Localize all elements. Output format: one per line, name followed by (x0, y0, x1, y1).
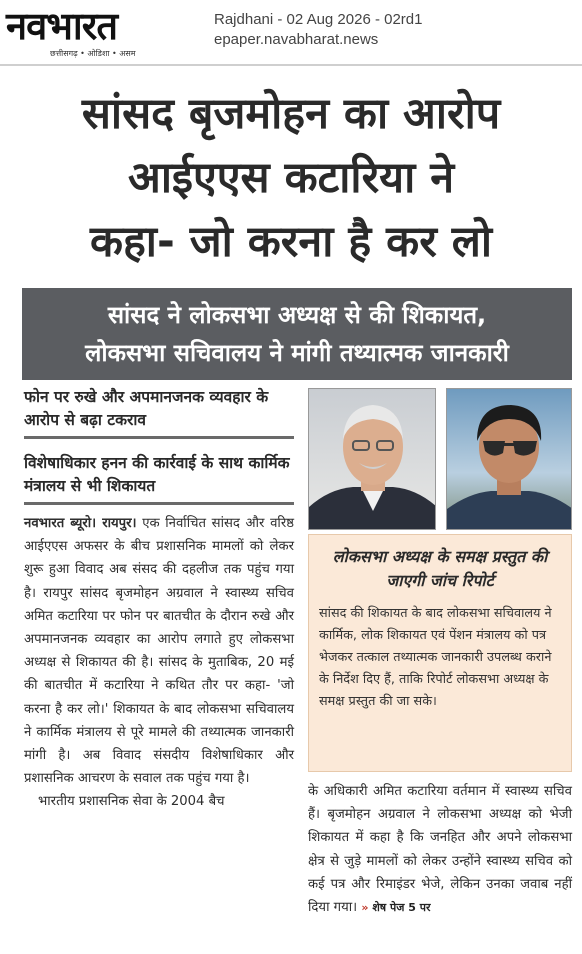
newspaper-logo (6, 4, 198, 62)
edition-info (214, 10, 422, 50)
kicker-1: फोन पर रुखे और अपमानजनक व्यवहार के आरोप से बढ़ा टकराव (24, 386, 294, 439)
kicker-2: विशेषाधिकार हनन की कार्रवाई के साथ कार्मिक मंत्रालय से भी शिकायत (24, 452, 294, 505)
photo-kataria (446, 388, 572, 530)
story-paragraph-2: भारतीय प्रशासनिक सेवा के 2004 बैच (38, 794, 225, 810)
sidebar-box (308, 534, 572, 772)
headline-line-1: सांसद बृजमोहन का आरोप (81, 89, 501, 139)
box-title: लोकसभा अध्यक्ष के समक्ष प्रस्तुत की जाएगी जांच रिपोर्ट (332, 547, 548, 590)
subhead-line-2: लोकसभा सचिवालय ने मांगी तथ्यात्मक जानकारी (85, 339, 509, 367)
continued-label: शेष पेज 5 पर (372, 901, 431, 915)
logo-subtitle: छत्तीसगढ़ • ओडिशा • असम (50, 49, 136, 58)
byline: नवभारत ब्यूरो। रायपुर। (24, 516, 137, 531)
story-column-right (308, 780, 572, 919)
story-paragraph-3: के अधिकारी अमित कटारिया वर्तमान में स्वास्थ्य सचिव हैं। बृजमोहन अग्रवाल ने लोकसभा अध्यक्ष को भेजी शिकायत में कहा है कि जनहित और अपने लोकसभा क्षेत्र से जुड़े मामलों को लेकर उन्होंने स्वास्थ्य सचिव को कई पत्र और रिमाइंडर भेजे, लेकिन उनका जवाब नहीं दिया गया। (308, 784, 572, 916)
subheadline-band (22, 288, 572, 380)
continued-arrow-icon: » (361, 901, 369, 915)
story-paragraph-1: एक निर्वाचित सांसद और वरिष्ठ आईएएस अफसर के बीच प्रशासनिक मामलों को लेकर शुरू हुआ विवाद अब संसद की दहलीज तक पहुंच गया है। रायपुर सांसद बृजमोहन अग्रवाल ने स्वास्थ्य सचिव अमित कटारिया पर फोन पर बातचीत के दौरान रुखे और अपमानजनक व्यवहार का आरोप लगाते हुए लोकसभा अध्यक्ष से शिकायत की है। सांसद के मुताबिक, 20 मई की बातचीत में कटारिया ने कथित तौर पर कहा- 'जो करना है कर लो।' शिकायत के बाद लोकसभा सचिवालय ने कार्मिक मंत्रालय से पूरे मामले की तथ्यात्मक जानकारी मांगी है। अब विवाद संसदीय विशेषाधिकार और प्रशासनिक आचरण के सवाल तक पहुंच गया है। (24, 516, 294, 787)
portrait-illustration-1 (309, 389, 436, 530)
story-column-left (24, 512, 294, 814)
continued-note[interactable] (361, 901, 430, 914)
epaper-url: epaper.navabharat.news (214, 31, 379, 48)
portrait-illustration-2 (447, 389, 572, 530)
box-text: सांसद की शिकायत के बाद लोकसभा सचिवालय ने कार्मिक, लोक शिकायत एवं पेंशन मंत्रालय को पत्र भेजकर तत्काल तथ्यात्मक जानकारी उपलब्ध कराने के निर्देश दिए हैं, ताकि रिपोर्ट लोकसभा अध्यक्ष के समक्ष प्रस्तुत की जा सके। (319, 606, 552, 709)
main-headline (0, 82, 582, 274)
masthead (0, 0, 582, 66)
headline-line-3: कहा- जो करना है कर लो (89, 217, 493, 267)
photo-brijmohan (308, 388, 436, 530)
headline-line-2: आईएएस कटारिया ने (127, 153, 455, 203)
logo-text: नवभारत (6, 4, 117, 48)
subhead-line-1: सांसद ने लोकसभा अध्यक्ष से की शिकायत, (107, 301, 487, 329)
edition-line: Rajdhani - 02 Aug 2026 - 02rd1 (214, 11, 423, 28)
